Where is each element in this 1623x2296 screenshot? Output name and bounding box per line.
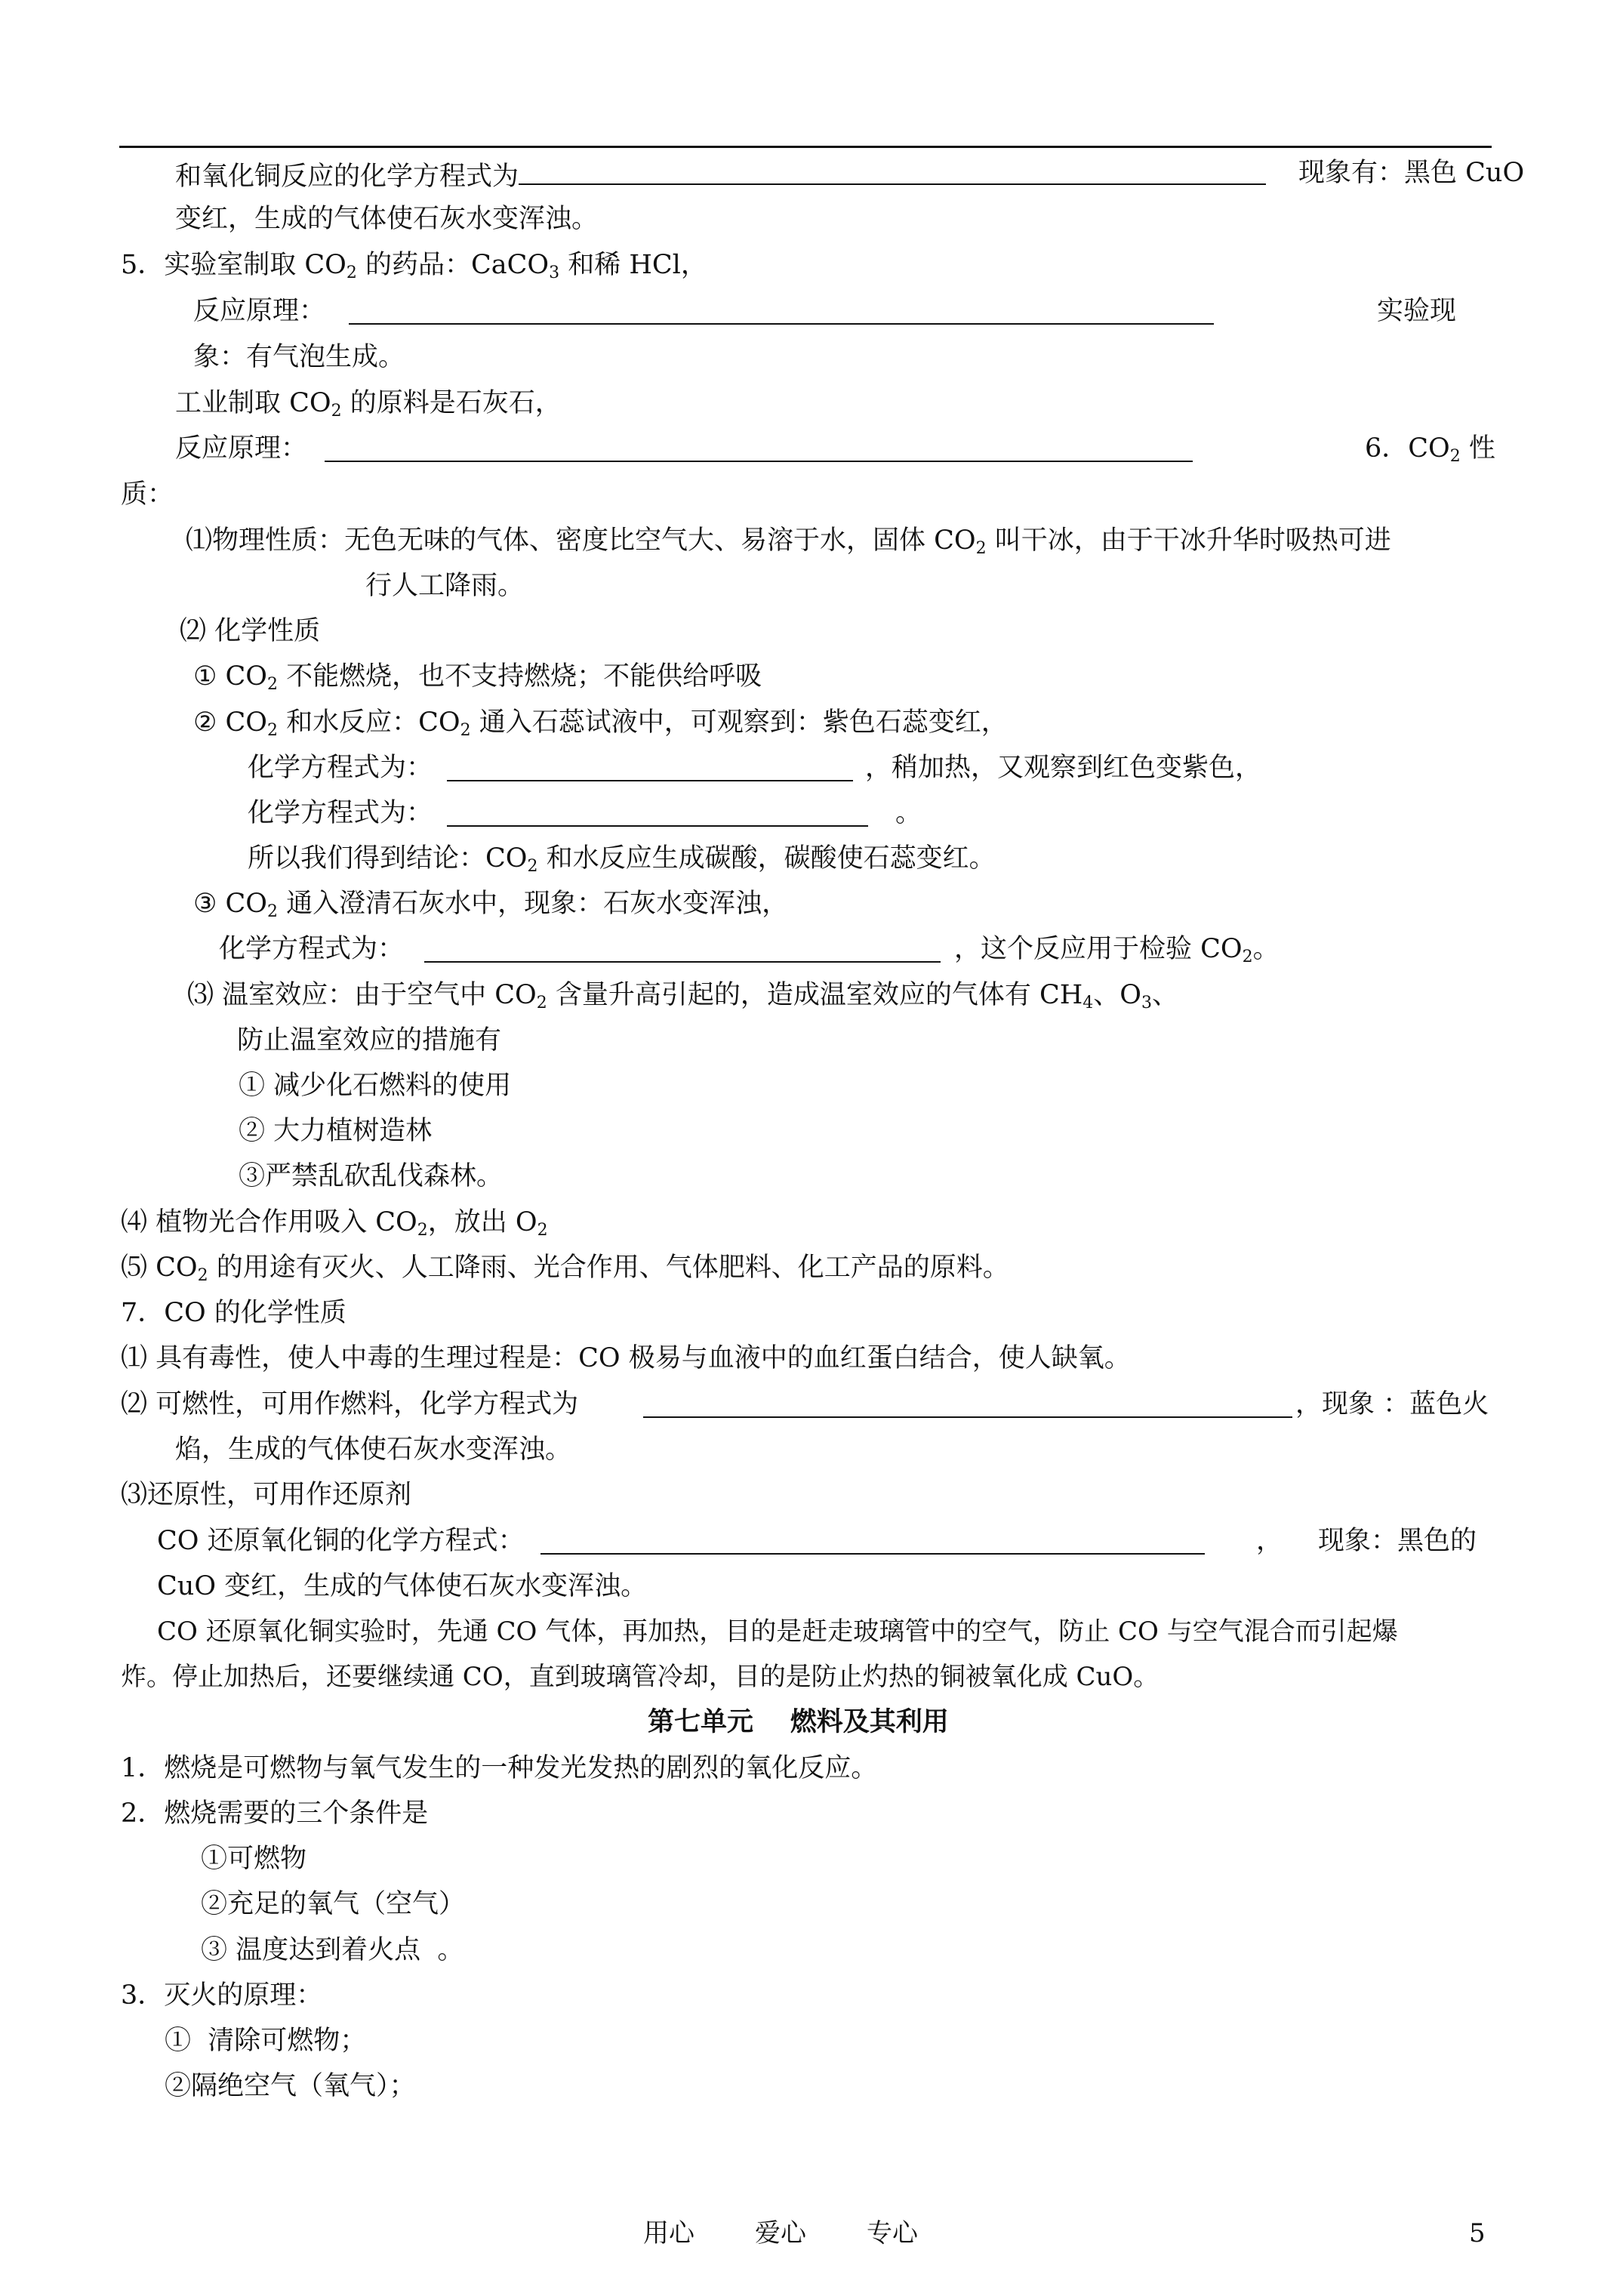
- text-line: [193, 706, 1008, 739]
- text-segment: 2．燃烧需要的三个条件是: [121, 1798, 429, 1829]
- text-segment: CO 还原氧化铜实验时，先通 CO 气体，再加热，目的是赶走玻璃管中的空气，防止 CO 与空气混合而引起爆: [157, 1616, 1398, 1647]
- text-line: [248, 842, 996, 875]
- text-line: [248, 797, 433, 830]
- text-segment: ⑵ 可燃性，可用作燃料，化学方程式为: [121, 1389, 579, 1419]
- text-segment: ，放出 O: [427, 1207, 537, 1237]
- text-line: [239, 1160, 503, 1193]
- text-line: [954, 932, 1280, 966]
- text-segment: 含量升高引起的，造成温室效应的气体有 CH: [547, 980, 1083, 1010]
- text-segment: 炸。停止加热后，还要继续通 CO，直到玻璃管冷却，目的是防止灼热的铜被氧化成 CuO。: [121, 1662, 1160, 1692]
- text-segment: 6．CO: [1365, 433, 1450, 464]
- subscript: 4: [1083, 994, 1094, 1012]
- text-segment: 工业制取 CO: [175, 388, 331, 418]
- text-line: [175, 432, 307, 465]
- text-segment: 焰，生成的气体使石灰水变浑浊。: [175, 1435, 572, 1465]
- text-segment: 现象：黑色的: [1318, 1526, 1477, 1556]
- subscript: 2: [527, 857, 538, 876]
- text-segment: 和水反应：CO: [277, 707, 460, 738]
- text-segment: CO 还原氧化铜的化学方程式：: [157, 1526, 525, 1556]
- text-segment: ③ 温度达到着火点 。: [201, 1935, 464, 1965]
- text-line: [193, 660, 762, 693]
- text-segment: 。: [1252, 934, 1280, 964]
- text-line: [121, 1478, 411, 1512]
- answer-blank[interactable]: [643, 1389, 1292, 1418]
- text-line: [1318, 1524, 1477, 1558]
- text-segment: 实验现: [1377, 296, 1457, 326]
- subscript: 2: [537, 1221, 548, 1240]
- footer-text: 爱心: [755, 2218, 806, 2248]
- text-segment: 7．CO 的化学性质: [121, 1298, 346, 1328]
- text-line: [121, 1752, 877, 1785]
- text-line: [1295, 1388, 1489, 1421]
- page-number: 5: [1469, 2218, 1486, 2248]
- text-line: [237, 1024, 501, 1057]
- text-line: [157, 1615, 1398, 1648]
- text-line: [121, 1979, 322, 2012]
- text-line: [187, 978, 1178, 1012]
- text-segment: 叫干冰，由于干冰升华时吸热可进: [986, 525, 1391, 556]
- text-segment: ① CO: [193, 661, 267, 692]
- answer-blank[interactable]: [447, 798, 868, 827]
- text-line: [175, 202, 598, 236]
- text-segment: 不能燃烧，也不支持燃烧；不能供给呼吸: [277, 661, 762, 692]
- text-segment: 的原料是石灰石，: [341, 388, 562, 418]
- text-line: [121, 1206, 548, 1239]
- footer-text: 专心: [867, 2218, 918, 2248]
- text-line: [239, 1114, 432, 1148]
- text-line: [121, 1251, 1009, 1284]
- text-segment: 5．实验室制取 CO: [121, 250, 346, 280]
- text-line: [201, 1842, 306, 1875]
- text-segment: 的用途有灭火、人工降雨、光合作用、气体肥料、化工产品的原料。: [208, 1253, 1009, 1283]
- subscript: 3: [549, 264, 560, 282]
- text-line: [180, 615, 320, 648]
- text-segment: 变红，生成的气体使石灰水变浑浊。: [175, 204, 599, 234]
- subscript: 2: [266, 721, 278, 740]
- text-segment: 和水反应生成碳酸，碳酸使石蕊变红。: [537, 843, 996, 874]
- text-segment: ⑶还原性，可用作还原剂: [121, 1480, 412, 1510]
- text-segment: ，稍加热，又观察到红色变紫色，: [865, 753, 1262, 783]
- text-segment: ⑸ CO: [121, 1253, 198, 1283]
- text-line: [193, 341, 405, 374]
- text-segment: ③ CO: [193, 889, 267, 919]
- text-segment: 性: [1460, 433, 1495, 464]
- text-segment: 象：有气泡生成。: [193, 342, 405, 372]
- answer-blank[interactable]: [540, 1526, 1205, 1555]
- subscript: 3: [1141, 994, 1152, 1012]
- text-segment: ⑷ 植物光合作用吸入 CO: [121, 1207, 417, 1237]
- text-segment: 化学方程式为：: [219, 934, 405, 964]
- subscript: 2: [536, 994, 547, 1012]
- subscript: 2: [266, 675, 278, 694]
- text-segment: 1．燃烧是可燃物与氧气发生的一种发光发热的剧烈的氧化反应。: [121, 1753, 878, 1783]
- text-segment: ②隔绝空气（氧气）；: [165, 2071, 416, 2101]
- text-segment: ⑴ 具有毒性，使人中毒的生理过程是：CO 极易与血液中的血红蛋白结合，使人缺氧。: [121, 1343, 1131, 1373]
- text-line: [365, 569, 524, 603]
- text-segment: 化学方程式为：: [248, 798, 433, 828]
- text-line: [175, 156, 1266, 193]
- text-segment: 通入石蕊试液中，可观察到：紫色石蕊变红，: [470, 707, 1008, 738]
- text-line: [121, 478, 174, 511]
- subscript: 2: [1449, 447, 1461, 466]
- text-segment: CuO 变红，生成的气体使石灰水变浑浊。: [157, 1571, 648, 1601]
- text-line: [157, 1570, 647, 1603]
- text-segment: ③严禁乱砍乱伐森林。: [239, 1161, 504, 1191]
- text-line: [895, 797, 922, 830]
- text-line: [175, 387, 562, 420]
- text-segment: 所以我们得到结论：CO: [248, 843, 528, 874]
- subscript: 2: [1242, 948, 1253, 966]
- text-line: [193, 887, 788, 920]
- text-line: [121, 1296, 346, 1330]
- text-line: [201, 1934, 463, 1967]
- subscript: 2: [266, 902, 278, 921]
- text-line: [201, 1888, 465, 1921]
- text-segment: 化学方程式为：: [248, 753, 433, 783]
- text-line: [121, 1660, 1159, 1693]
- subscript: 2: [975, 539, 987, 558]
- text-segment: 质：: [121, 479, 174, 510]
- text-segment: 第七单元 燃料及其利用: [648, 1706, 949, 1737]
- subscript: 2: [197, 1266, 208, 1285]
- text-segment: 。: [895, 798, 922, 828]
- text-segment: ②充足的氧气（空气）: [201, 1889, 466, 1919]
- text-segment: ⑶ 温室效应：由于空气中 CO: [187, 980, 537, 1010]
- text-segment: 和稀 HCl，: [559, 250, 707, 280]
- text-line: [219, 932, 404, 966]
- text-segment: ，这个反应用于检验 CO: [954, 934, 1243, 964]
- text-line: [175, 1433, 571, 1466]
- subscript: 2: [417, 1221, 428, 1240]
- text-line: [1377, 294, 1456, 328]
- footer-text: 用心: [643, 2218, 694, 2248]
- text-line: [157, 1524, 525, 1558]
- text-segment: 和氧化铜反应的化学方程式为: [175, 162, 519, 192]
- text-segment: ② CO: [193, 707, 267, 738]
- answer-blank[interactable]: [325, 433, 1193, 462]
- answer-blank[interactable]: [447, 753, 853, 781]
- subscript: 2: [331, 402, 342, 421]
- text-line: [193, 294, 325, 328]
- text-segment: ①可燃物: [201, 1844, 307, 1874]
- text-line: [165, 2024, 366, 2057]
- text-line: [865, 751, 1261, 784]
- text-line: [186, 524, 1391, 557]
- text-segment: 3．灭火的原理：: [121, 1980, 323, 2011]
- text-line: [1298, 156, 1524, 190]
- text-segment: 行人工降雨。: [365, 571, 525, 601]
- text-segment: ① 清除可燃物；: [165, 2026, 367, 2056]
- text-segment: ，: [1256, 1526, 1283, 1556]
- text-line: [165, 2069, 416, 2103]
- text-segment: ② 大力植树造林: [239, 1116, 433, 1146]
- text-segment: 的药品：CaCO: [356, 250, 550, 280]
- text-segment: 反应原理：: [175, 433, 308, 464]
- text-segment: ，现象 ：蓝色火: [1295, 1389, 1489, 1419]
- text-segment: 防止温室效应的措施有: [237, 1025, 502, 1056]
- text-segment: 反应原理：: [193, 296, 326, 326]
- section-heading: [648, 1706, 949, 1739]
- text-segment: 、: [1152, 980, 1179, 1010]
- subscript: 2: [460, 721, 471, 740]
- answer-blank[interactable]: [349, 296, 1214, 325]
- header-rule: [119, 146, 1492, 148]
- text-line: [248, 751, 433, 784]
- text-segment: ⑴物理性质：无色无味的气体、密度比空气大、易溶于水，固体 CO: [186, 525, 976, 556]
- text-line: [1365, 432, 1495, 465]
- text-segment: 通入澄清石灰水中，现象：石灰水变浑浊，: [277, 889, 789, 919]
- text-line: [1256, 1524, 1283, 1558]
- text-segment: ① 减少化石燃料的使用: [239, 1071, 512, 1101]
- text-segment: 现象有：黑色 CuO: [1298, 158, 1525, 188]
- text-segment: ⑵ 化学性质: [180, 616, 321, 646]
- text-segment: 、O: [1093, 980, 1141, 1010]
- answer-blank[interactable]: [424, 934, 941, 963]
- subscript: 2: [346, 264, 357, 282]
- text-line: [121, 1388, 578, 1421]
- answer-blank[interactable]: [519, 156, 1266, 185]
- text-line: [121, 1797, 428, 1830]
- text-line: [121, 248, 707, 282]
- text-line: [239, 1069, 511, 1102]
- text-line: [121, 1342, 1131, 1375]
